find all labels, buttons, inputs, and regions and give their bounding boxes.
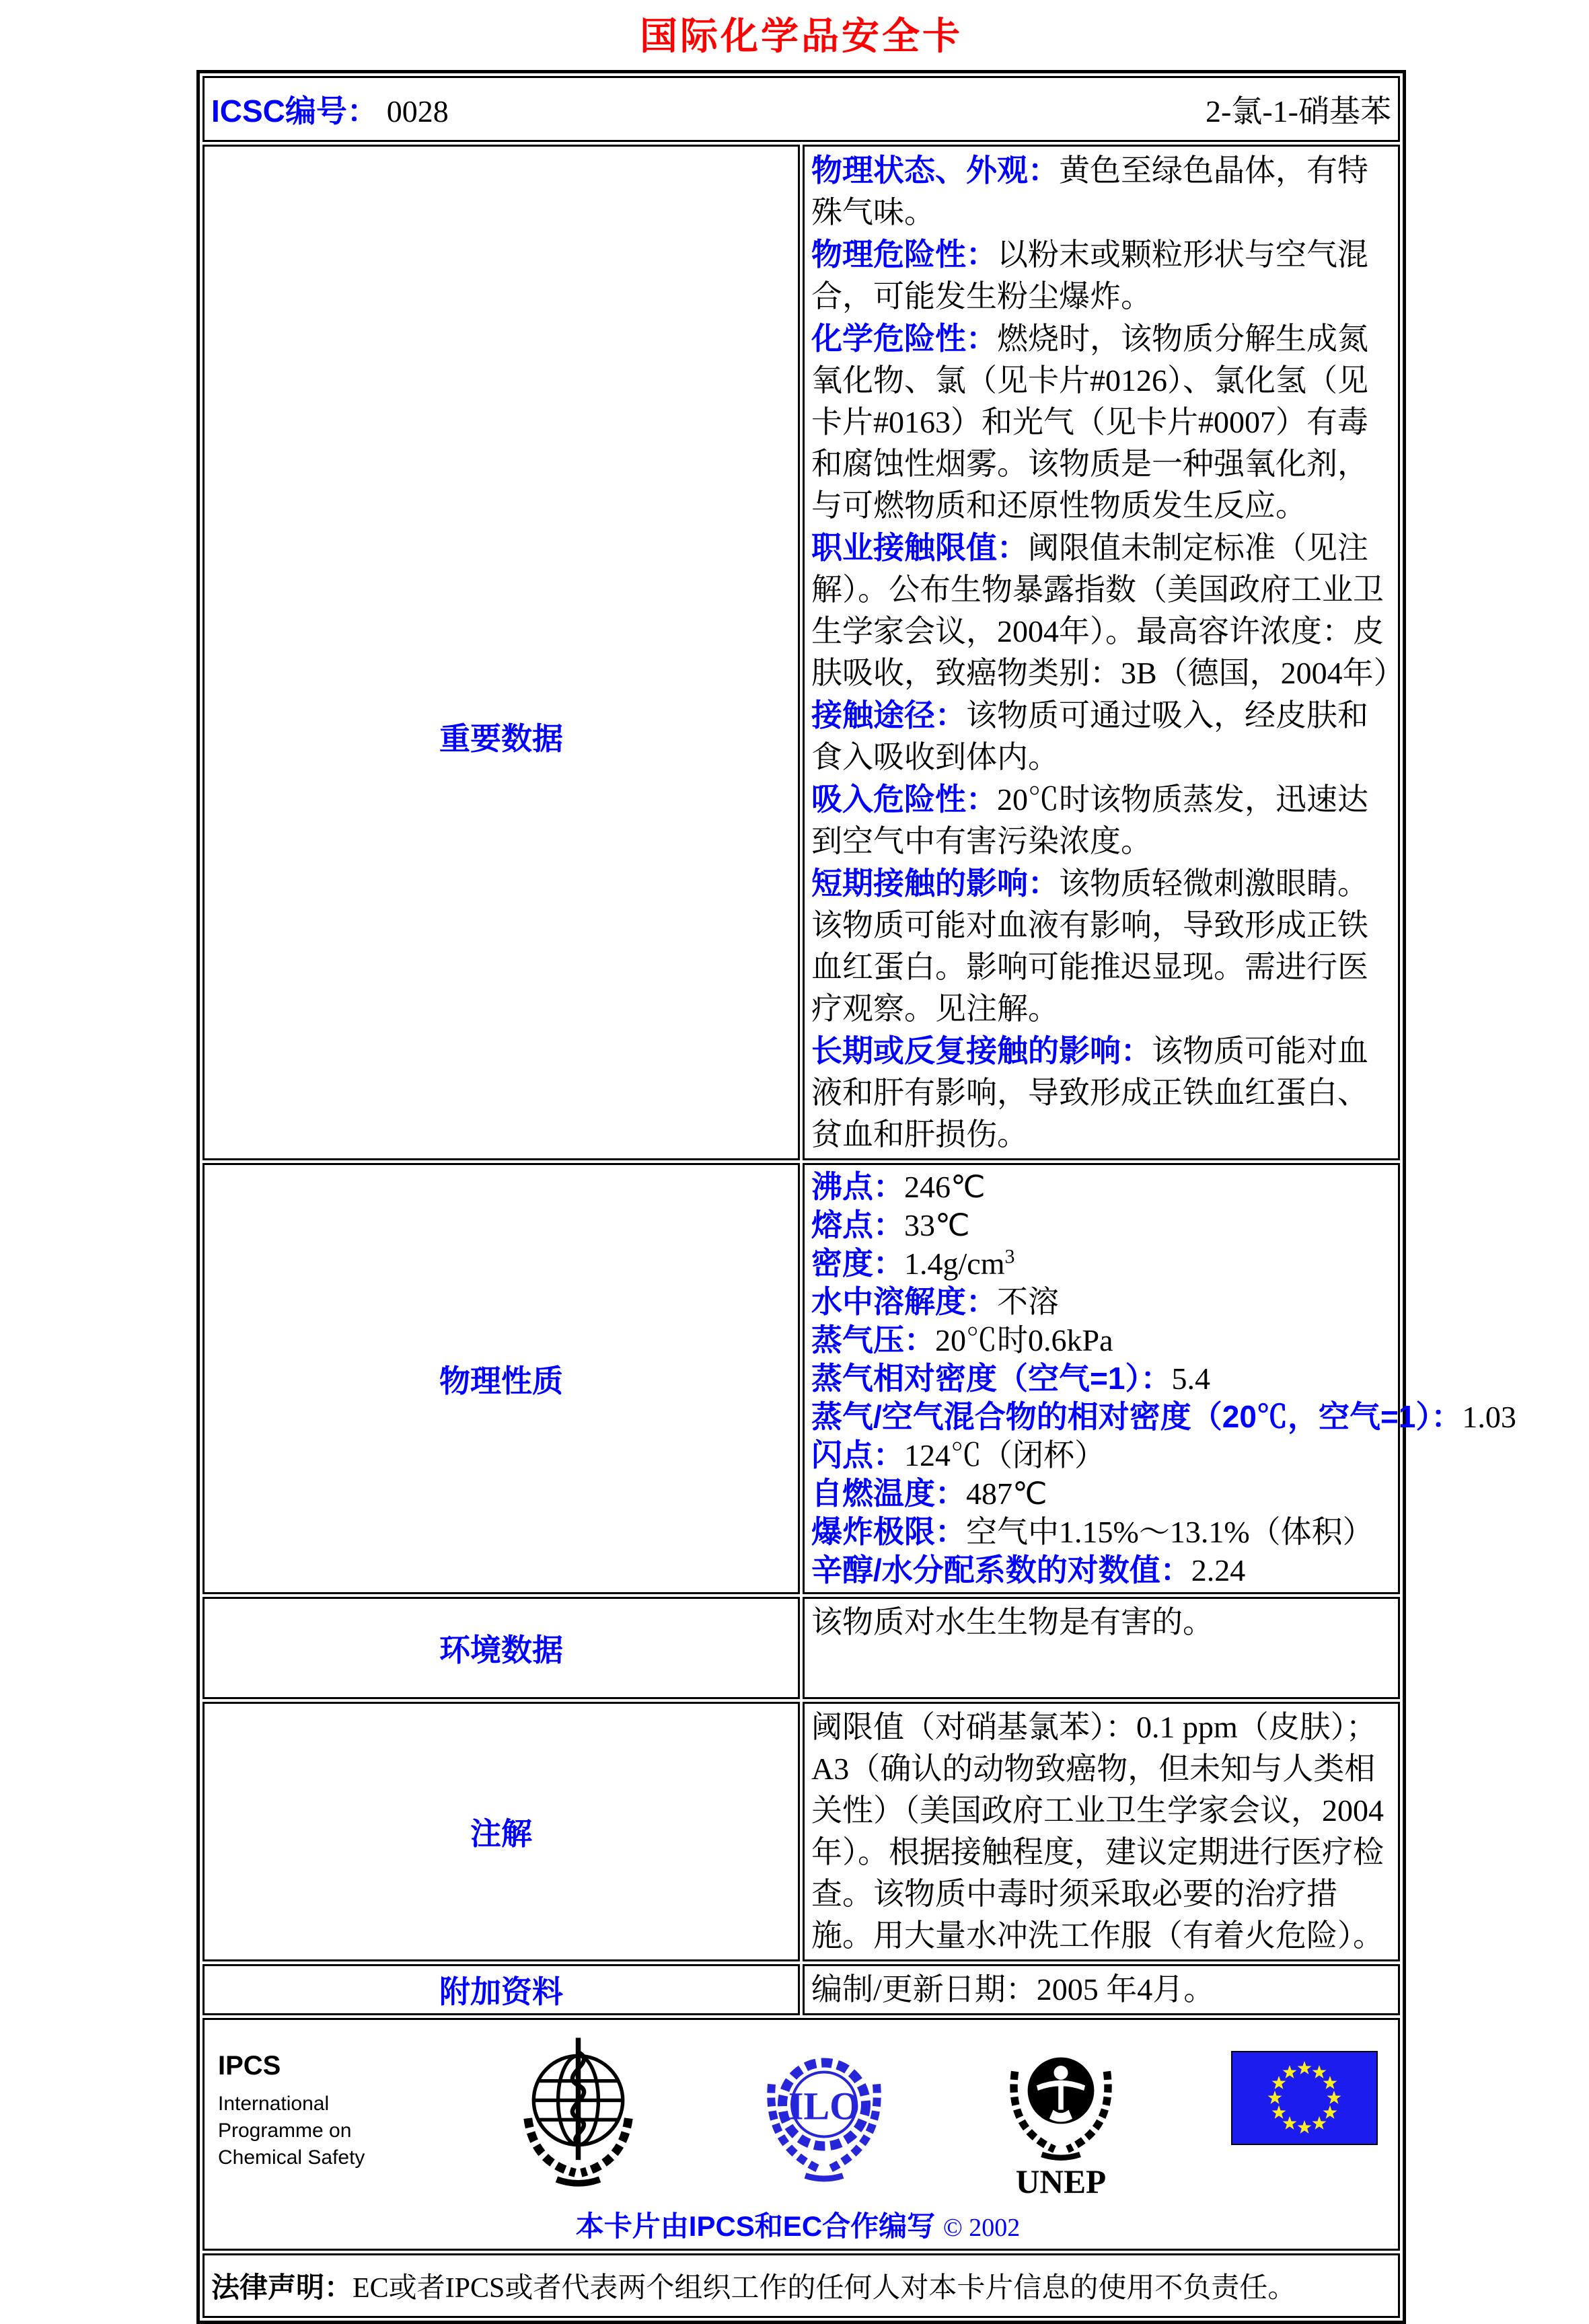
paragraph-label: 吸入危险性： [811, 782, 997, 817]
paragraph-label: 化学危险性： [811, 321, 997, 356]
section-label-notes: 注解 [202, 1702, 800, 1961]
icsc-number-field [211, 87, 449, 131]
paragraph-label: 物理危险性： [811, 237, 997, 272]
eu-flag-icon [1231, 2032, 1378, 2145]
paragraph-text: 燃烧时，该物质分解生成氮氧化物、氯（见卡片#0126）、氯化氢（见卡片#0163）和光气（见卡片#0007）有毒和腐蚀性烟雾。该物质是一种强氧化剂，与可燃物质和还原性物质发生反应。 [811, 322, 1368, 523]
density-exponent: 3 [1004, 1245, 1015, 1268]
property-value: 1.4g/cm [904, 1246, 1005, 1281]
environment-text: 该物质对水生生物是有害的。 [811, 1605, 1214, 1639]
property-flash-point [811, 1436, 1394, 1474]
ipcs-line-2: Programme on [218, 2120, 352, 2142]
additional-info-content [803, 1964, 1400, 2015]
paragraph-label: 接触途径： [811, 698, 966, 733]
property-label: 熔点： [811, 1207, 904, 1242]
ilo-letters: ILO [788, 2084, 860, 2128]
paragraph-text: 该物质可能对血液和肝有影响，导致形成正铁血红蛋白、贫血和肝损伤。 [811, 1034, 1368, 1152]
property-explosive-limits [811, 1513, 1394, 1551]
property-boiling-point [811, 1168, 1394, 1206]
property-value: 487℃ [966, 1476, 1047, 1511]
organization-logos [218, 2032, 1378, 2200]
header-cell [202, 76, 1400, 142]
section-label-additional: 附加资料 [202, 1964, 800, 2015]
property-water-solubility [811, 1283, 1394, 1321]
paragraph-label: 物理状态、外观： [811, 153, 1059, 188]
chemical-name: 2-氯-1-硝基苯 [1206, 94, 1391, 128]
legal-text: EC或者IPCS或者代表两个组织工作的任何人对本卡片信息的使用不负责任。 [353, 2273, 1296, 2304]
property-label: 闪点： [811, 1437, 904, 1472]
paragraph-occupational-limit [811, 527, 1405, 694]
logos-row [202, 2018, 1400, 2251]
property-value: 不溶 [997, 1285, 1059, 1319]
icsc-number: 0028 [386, 94, 449, 128]
paragraph-text: 阈限值未制定标准（见注解）。公布生物暴露指数（美国政府工业卫生学家会议，2004年）。最高容许浓度：皮肤吸收，致癌物类别：3B（德国，2004年） [811, 531, 1405, 690]
paragraph-text: 黄色至绿色晶体，有特殊气味。 [811, 153, 1368, 229]
environmental-data-content [803, 1597, 1400, 1699]
physical-properties-content [803, 1163, 1516, 1594]
property-vapor-density [811, 1359, 1394, 1398]
paragraph-text: 该物质可通过吸入，经皮肤和食入吸收到体内。 [811, 698, 1368, 774]
paragraph-text: 20℃时该物质蒸发，迅速达到空气中有害污染浓度。 [811, 782, 1368, 858]
who-logo-icon [506, 2032, 651, 2190]
ipcs-line-3: Chemical Safety [218, 2146, 365, 2169]
page-title: 国际化学品安全卡 [640, 15, 963, 57]
legal-label: 法律声明： [211, 2272, 353, 2303]
property-octanol-water [811, 1551, 1394, 1589]
paragraph-physical-state [811, 149, 1394, 233]
paragraph-label: 职业接触限值： [811, 530, 1028, 565]
property-value: 2.24 [1191, 1553, 1246, 1587]
environmental-data-row [202, 1597, 1400, 1699]
copyright: © 2002 [943, 2214, 1021, 2242]
property-value: 246℃ [904, 1170, 986, 1204]
paragraph-inhalation-risk [811, 778, 1394, 862]
section-label-physical: 物理性质 [202, 1163, 800, 1594]
physical-properties-row [202, 1163, 1400, 1594]
notes-content [803, 1702, 1400, 1961]
property-label: 密度： [811, 1246, 904, 1281]
section-label-environment: 环境数据 [202, 1597, 800, 1699]
legal-row [202, 2253, 1400, 2318]
cooperation-caption [218, 2204, 1378, 2245]
property-melting-point [811, 1206, 1394, 1244]
legal-cell [202, 2253, 1400, 2318]
property-label: 辛醇/水分配系数的对数值： [811, 1552, 1191, 1587]
property-vapor-pressure [811, 1321, 1394, 1359]
logos-cell [202, 2018, 1400, 2251]
additional-text: 编制/更新日期：2005 年4月。 [811, 1972, 1215, 2007]
property-value: 33℃ [904, 1208, 970, 1242]
important-data-row [202, 145, 1400, 1160]
paragraph-physical-danger [811, 233, 1394, 317]
property-autoignition-temp [811, 1474, 1394, 1513]
paragraph-short-term-effects [811, 862, 1394, 1030]
property-value: 20℃时0.6kPa [935, 1323, 1113, 1357]
property-value: 124℃（闭杯） [904, 1438, 1105, 1472]
important-data-content [803, 145, 1405, 1160]
additional-info-row [202, 1964, 1400, 2015]
property-label: 蒸气/空气混合物的相对密度（20℃，空气=1）： [811, 1399, 1463, 1434]
property-label: 蒸气相对密度（空气=1）： [811, 1361, 1172, 1396]
property-value: 5.4 [1171, 1361, 1210, 1396]
property-label: 自燃温度： [811, 1476, 966, 1511]
property-label: 水中溶解度： [811, 1284, 997, 1319]
caption-text: 本卡片由IPCS和EC合作编写 [575, 2210, 936, 2242]
ilo-logo-icon [757, 2032, 891, 2190]
property-label: 蒸气压： [811, 1322, 935, 1357]
property-value: 1.03 [1462, 1400, 1516, 1434]
property-label: 沸点： [811, 1169, 904, 1204]
paragraph-text: 该物质轻微刺激眼睛。该物质可能对血液有影响，导致形成正铁血红蛋白。影响可能推迟显现。需进行医疗观察。见注解。 [811, 866, 1368, 1026]
ipcs-acronym: IPCS [218, 2051, 281, 2081]
property-density [811, 1244, 1394, 1283]
unep-letters: UNEP [1016, 2163, 1107, 2200]
notes-text: 阈限值（对硝基氯苯）：0.1 ppm（皮肤）；A3（确认的动物致癌物，但未知与人类相关性）（美国政府工业卫生学家会议，2004年）。根据接触程度，建议定期进行医疗检查。该物质中毒时须采取必要的治疗措施。用大量水冲洗工作服（有着火危险）。 [811, 1710, 1384, 1953]
paragraph-exposure-routes [811, 694, 1394, 778]
unep-logo-icon [997, 2032, 1125, 2200]
property-value: 空气中1.15%～13.1%（体积） [966, 1515, 1374, 1549]
paragraph-chemical-danger [811, 317, 1394, 527]
paragraph-label: 长期或反复接触的影响： [811, 1033, 1152, 1068]
paragraph-long-term-effects [811, 1030, 1394, 1156]
paragraph-text: 以粉末或颗粒形状与空气混合，可能发生粉尘爆炸。 [811, 237, 1368, 313]
safety-card-table [196, 70, 1516, 2324]
header-row [202, 76, 1400, 142]
ipcs-line-1: International [218, 2093, 330, 2115]
section-label-important: 重要数据 [202, 145, 800, 1160]
ipcs-wordmark [218, 2032, 400, 2171]
notes-row [202, 1702, 1400, 1961]
property-vapor-air-density [811, 1398, 1516, 1436]
icsc-label: ICSC编号： [211, 93, 378, 128]
paragraph-label: 短期接触的影响： [811, 866, 1059, 901]
property-label: 爆炸极限： [811, 1514, 966, 1549]
